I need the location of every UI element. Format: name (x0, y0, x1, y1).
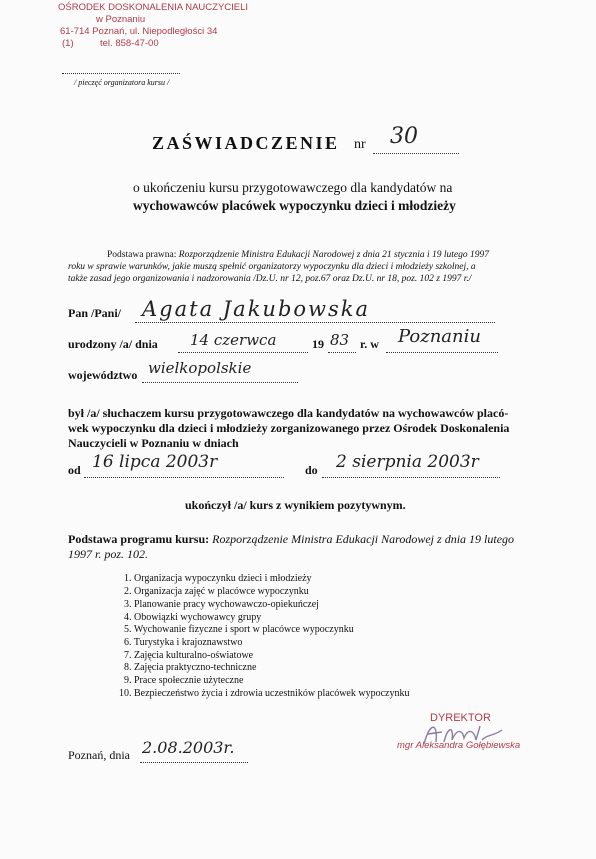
number-dotted-line (373, 152, 459, 154)
to-date-dotted-line (322, 476, 500, 478)
list-item: 6. Turystyka i krajoznawstwo (124, 637, 243, 648)
document-title: ZAŚWIADCZENIE (152, 133, 340, 153)
province-label: województwo (68, 368, 138, 382)
birth-year-suffix: 83 (330, 331, 350, 349)
issue-date: 2.08.2003r. (142, 738, 235, 757)
stamp-line-3: 61-714 Poznań, ul. Niepodległości 34 (60, 26, 218, 37)
stamp-caption: / pieczęć organizatora kursu / (74, 78, 170, 87)
province-dotted-line (142, 381, 298, 383)
born-day-dotted-line (178, 351, 308, 353)
course-line-2: wek wypoczynku dla dzieci i młodzieży zorganizowanego przez Ośrodek Doskonalenia (68, 421, 510, 435)
province: wielkopolskie (148, 359, 252, 377)
list-item: 1. Organizacja wypoczynku dzieci i młodzieży (124, 573, 312, 584)
born-label: urodzony /a/ dnia (68, 337, 158, 351)
director-name: mgr Aleksandra Gołębiewska (397, 740, 521, 751)
from-date-dotted-line (84, 476, 284, 478)
program-line-1: Rozporządzenie Ministra Edukacji Narodowej z dnia 19 lutego (212, 532, 515, 546)
result-text: ukończył /a/ kurs z wynikiem pozytywnym. (185, 498, 406, 512)
legal-basis-prefix: Podstawa prawna: (107, 250, 177, 260)
to-label: do (305, 463, 318, 477)
legal-basis-line-1: Rozporządzenie Ministra Edukacji Narodowej z dnia 21 stycznia i 19 lutego 1997 (178, 250, 489, 260)
course-line-3: Nauczycieli w Poznaniu w dniach (68, 436, 239, 450)
birthplace: Poznaniu (398, 326, 481, 347)
certificate-number: 30 (390, 124, 418, 149)
r-w-label: r. w (360, 337, 379, 351)
date-dotted-line (140, 761, 248, 763)
subtitle-line-1: o ukończeniu kursu przygotowawczego dla kandydatów na (133, 180, 453, 195)
course-start-date: 16 lipca 2003r (92, 452, 218, 472)
stamp-line-2: w Poznaniu (96, 14, 146, 25)
participant-name: Agata Jakubowska (142, 297, 371, 321)
list-item: 4. Obowiązki wychowawcy grupy (124, 612, 262, 623)
year-prefix: 19 (312, 337, 324, 351)
legal-basis-line-3: także zasad jego organizowania i nadzorowania /Dz.U. nr 12, poz.67 oraz Dz.U. nr 18, poz. 102 z 1997 r./ (68, 274, 472, 284)
stamp-dotted-line (62, 72, 180, 74)
name-label: Pan /Pani/ (68, 306, 122, 320)
place-date-label: Poznań, dnia (68, 748, 130, 762)
birthplace-dotted-line (386, 351, 498, 353)
stamp-line-1: OŚRODEK DOSKONALENIA NAUCZYCIELI (58, 2, 249, 13)
subtitle-line-2: wychowawców placówek wypoczynku dzieci i młodzieży (133, 198, 456, 213)
course-line-1: był /a/ słuchaczem kursu przygotowawczego dla kandydatów na wychowawców placó- (68, 406, 509, 420)
legal-basis-line-2: roku w sprawie warunków, jakie muszą spełnić organizatorzy wypoczynku dla dzieci i młodzieży szkolnej, a (68, 262, 476, 272)
year-dotted-line (328, 351, 356, 353)
number-label: nr (354, 137, 366, 152)
list-item: 8. Zajęcia praktyczno-techniczne (124, 662, 257, 673)
director-title: DYREKTOR (430, 712, 491, 724)
program-prefix: Podstawa programu kursu: (68, 532, 210, 546)
list-item: 3. Planowanie pracy wychowawczo-opiekuńczej (124, 599, 319, 610)
stamp-line-4: (1) tel. 858-47-00 (62, 38, 159, 49)
list-item: 7. Zajęcia kulturalno-oświatowe (124, 650, 254, 661)
list-item: 2. Organizacja zajęć w placówce wypoczynku (124, 586, 309, 597)
birth-day: 14 czerwca (190, 331, 277, 349)
list-item: 10. Bezpieczeństwo życia i zdrowia uczestników placówek wypoczynku (119, 688, 410, 699)
from-label: od (68, 463, 81, 477)
list-item: 9. Prace społecznie użyteczne (124, 675, 244, 686)
name-dotted-line (135, 321, 495, 323)
course-end-date: 2 sierpnia 2003r (336, 452, 479, 472)
program-line-2: 1997 r. poz. 102. (68, 547, 149, 561)
list-item: 5. Wychowanie fizyczne i sport w placówce wypoczynku (124, 624, 354, 635)
